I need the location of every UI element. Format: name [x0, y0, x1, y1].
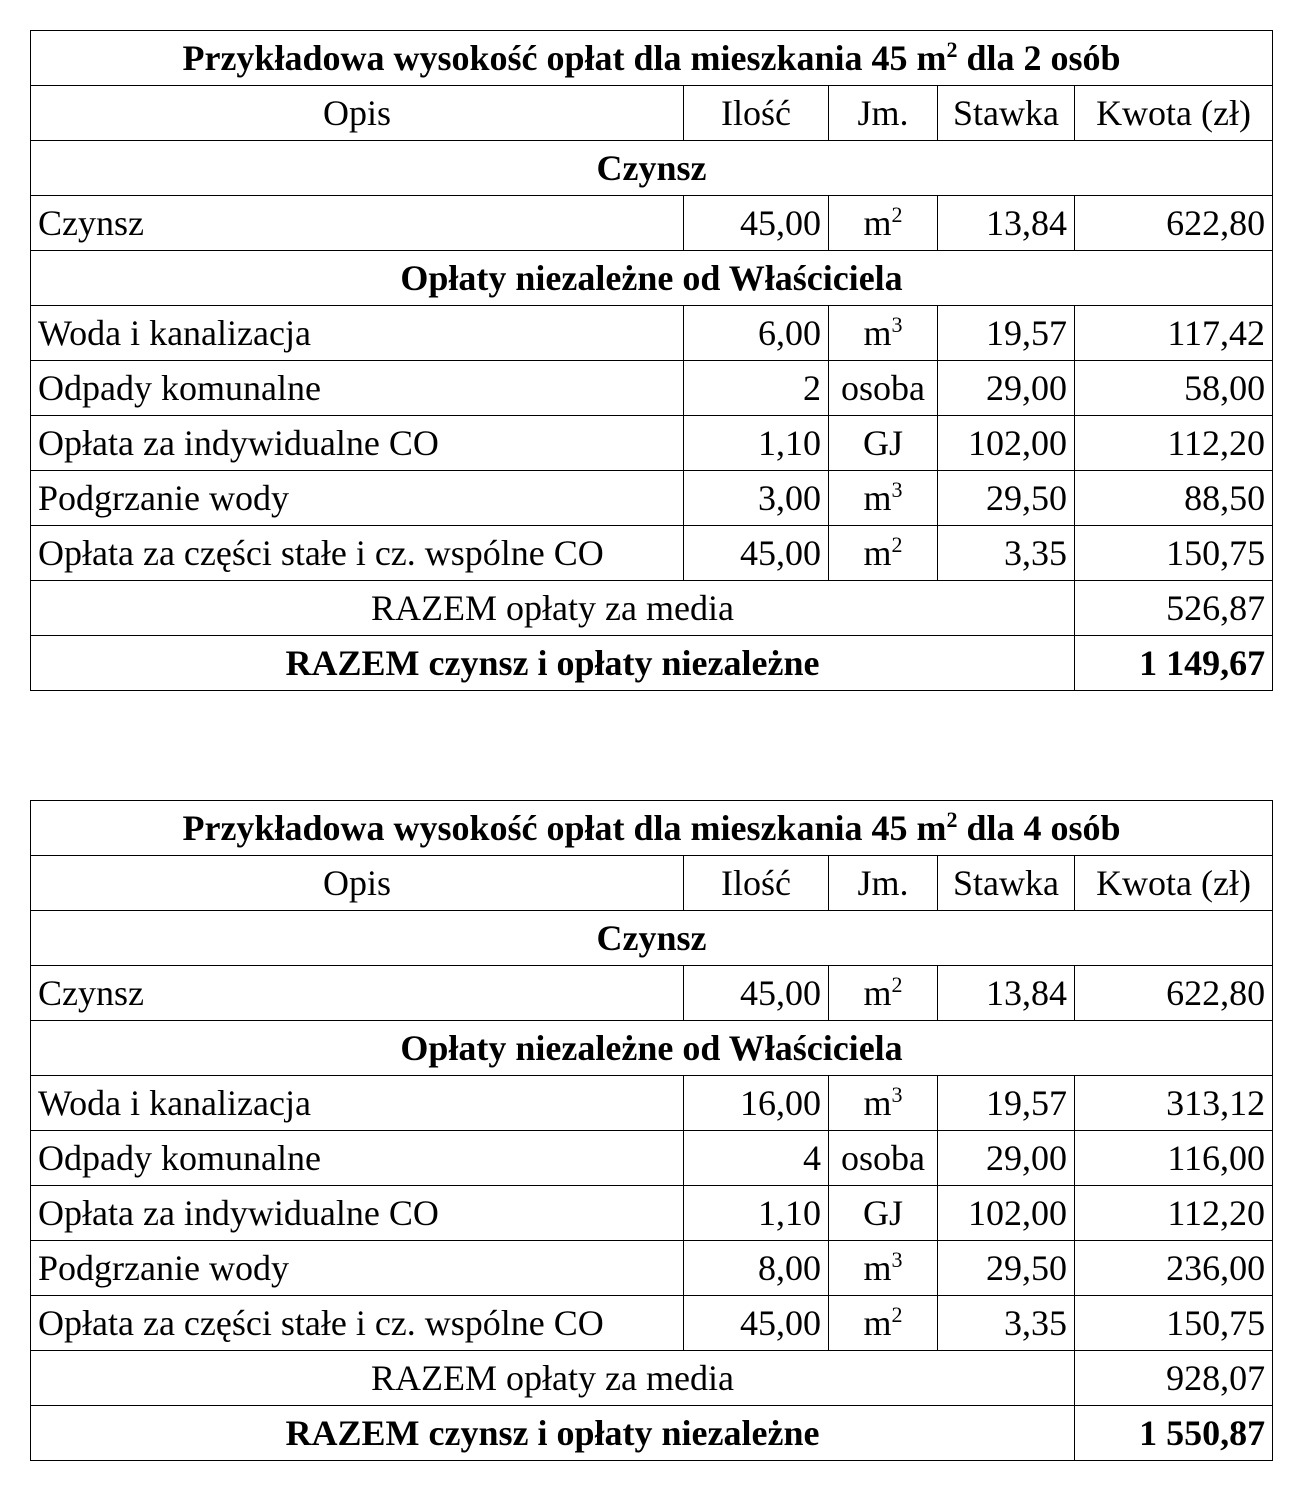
row-qty: 45,00	[684, 526, 829, 581]
row-amount: 88,50	[1075, 471, 1273, 526]
grand-total-row	[31, 1406, 1273, 1461]
row-qty: 4	[684, 1131, 829, 1186]
col-header-amount: Kwota (zł)	[1075, 86, 1273, 141]
col-header-desc: Opis	[31, 856, 684, 911]
row-qty: 8,00	[684, 1241, 829, 1296]
section-title-rent: Czynsz	[31, 141, 1273, 196]
media-total-value: 928,07	[1075, 1351, 1273, 1406]
section-title-rent: Czynsz	[31, 911, 1273, 966]
row-qty: 16,00	[684, 1076, 829, 1131]
col-header-qty: Ilość	[684, 856, 829, 911]
table-row	[31, 1186, 1273, 1241]
row-rate: 29,00	[938, 361, 1075, 416]
row-desc: Odpady komunalne	[31, 1131, 684, 1186]
row-amount: 622,80	[1075, 196, 1273, 251]
table-title: Przykładowa wysokość opłat dla mieszkania 45 $m^2$ dla 2 osób	[31, 31, 1273, 86]
grand-total-value: 1 149,67	[1075, 636, 1273, 691]
row-desc: Podgrzanie wody	[31, 471, 684, 526]
row-unit: osoba	[829, 1131, 938, 1186]
fee-table-2-persons	[30, 30, 1273, 691]
row-qty: 1,10	[684, 1186, 829, 1241]
section-row-fees	[31, 1021, 1273, 1076]
table-row	[31, 1296, 1273, 1351]
row-qty: 6,00	[684, 306, 829, 361]
row-qty: 45,00	[684, 966, 829, 1021]
row-unit: GJ	[829, 1186, 938, 1241]
grand-total-label: RAZEM czynsz i opłaty niezależne	[31, 636, 1075, 691]
row-desc: Woda i kanalizacja	[31, 306, 684, 361]
row-desc: Odpady komunalne	[31, 361, 684, 416]
grand-total-label: RAZEM czynsz i opłaty niezależne	[31, 1406, 1075, 1461]
col-header-rate: Stawka	[938, 856, 1075, 911]
col-header-qty: Ilość	[684, 86, 829, 141]
row-desc: Opłata za indywidualne CO	[31, 416, 684, 471]
table-row	[31, 966, 1273, 1021]
title-row	[31, 31, 1273, 86]
table-row	[31, 1131, 1273, 1186]
media-total-value: 526,87	[1075, 581, 1273, 636]
col-header-unit: Jm.	[829, 856, 938, 911]
header-row	[31, 86, 1273, 141]
media-total-row	[31, 581, 1273, 636]
row-unit: $m^2$	[829, 966, 938, 1021]
row-unit: $m^2$	[829, 526, 938, 581]
row-desc: Woda i kanalizacja	[31, 1076, 684, 1131]
row-qty: 3,00	[684, 471, 829, 526]
row-rate: 29,50	[938, 1241, 1075, 1296]
col-header-rate: Stawka	[938, 86, 1075, 141]
row-rate: 3,35	[938, 526, 1075, 581]
section-title-fees: Opłaty niezależne od Właściciela	[31, 251, 1273, 306]
section-row-rent	[31, 141, 1273, 196]
row-amount: 117,42	[1075, 306, 1273, 361]
row-unit: GJ	[829, 416, 938, 471]
col-header-amount: Kwota (zł)	[1075, 856, 1273, 911]
row-unit: $m^3$	[829, 1076, 938, 1131]
col-header-desc: Opis	[31, 86, 684, 141]
row-desc: Opłata za indywidualne CO	[31, 1186, 684, 1241]
row-desc: Czynsz	[31, 966, 684, 1021]
row-unit: osoba	[829, 361, 938, 416]
row-amount: 313,12	[1075, 1076, 1273, 1131]
row-rate: 13,84	[938, 196, 1075, 251]
row-amount: 116,00	[1075, 1131, 1273, 1186]
row-amount: 58,00	[1075, 361, 1273, 416]
row-amount: 622,80	[1075, 966, 1273, 1021]
row-desc: Opłata za części stałe i cz. wspólne CO	[31, 526, 684, 581]
section-row-fees	[31, 251, 1273, 306]
row-amount: 112,20	[1075, 1186, 1273, 1241]
col-header-unit: Jm.	[829, 86, 938, 141]
row-desc: Opłata za części stałe i cz. wspólne CO	[31, 1296, 684, 1351]
row-rate: 13,84	[938, 966, 1075, 1021]
row-qty: 1,10	[684, 416, 829, 471]
row-rate: 29,50	[938, 471, 1075, 526]
table-row	[31, 196, 1273, 251]
media-total-label: RAZEM opłaty za media	[31, 1351, 1075, 1406]
media-total-label: RAZEM opłaty za media	[31, 581, 1075, 636]
row-rate: 3,35	[938, 1296, 1075, 1351]
fee-table-4-persons	[30, 800, 1273, 1461]
row-unit: $m^2$	[829, 1296, 938, 1351]
row-amount: 236,00	[1075, 1241, 1273, 1296]
media-total-row	[31, 1351, 1273, 1406]
row-unit: $m^2$	[829, 196, 938, 251]
header-row	[31, 856, 1273, 911]
row-unit: $m^3$	[829, 471, 938, 526]
table-row	[31, 306, 1273, 361]
row-rate: 102,00	[938, 1186, 1075, 1241]
row-unit: $m^3$	[829, 1241, 938, 1296]
table-row	[31, 471, 1273, 526]
table-row	[31, 1076, 1273, 1131]
row-qty: 2	[684, 361, 829, 416]
title-row	[31, 801, 1273, 856]
row-unit: $m^3$	[829, 306, 938, 361]
table-row	[31, 361, 1273, 416]
grand-total-value: 1 550,87	[1075, 1406, 1273, 1461]
grand-total-row	[31, 636, 1273, 691]
row-rate: 102,00	[938, 416, 1075, 471]
table-row	[31, 416, 1273, 471]
row-qty: 45,00	[684, 1296, 829, 1351]
row-amount: 150,75	[1075, 1296, 1273, 1351]
section-title-fees: Opłaty niezależne od Właściciela	[31, 1021, 1273, 1076]
row-amount: 150,75	[1075, 526, 1273, 581]
row-amount: 112,20	[1075, 416, 1273, 471]
row-rate: 19,57	[938, 1076, 1075, 1131]
table-row	[31, 526, 1273, 581]
row-qty: 45,00	[684, 196, 829, 251]
row-desc: Podgrzanie wody	[31, 1241, 684, 1296]
table-row	[31, 1241, 1273, 1296]
row-rate: 19,57	[938, 306, 1075, 361]
table-title: Przykładowa wysokość opłat dla mieszkania 45 $m^2$ dla 4 osób	[31, 801, 1273, 856]
section-row-rent	[31, 911, 1273, 966]
row-rate: 29,00	[938, 1131, 1075, 1186]
row-desc: Czynsz	[31, 196, 684, 251]
